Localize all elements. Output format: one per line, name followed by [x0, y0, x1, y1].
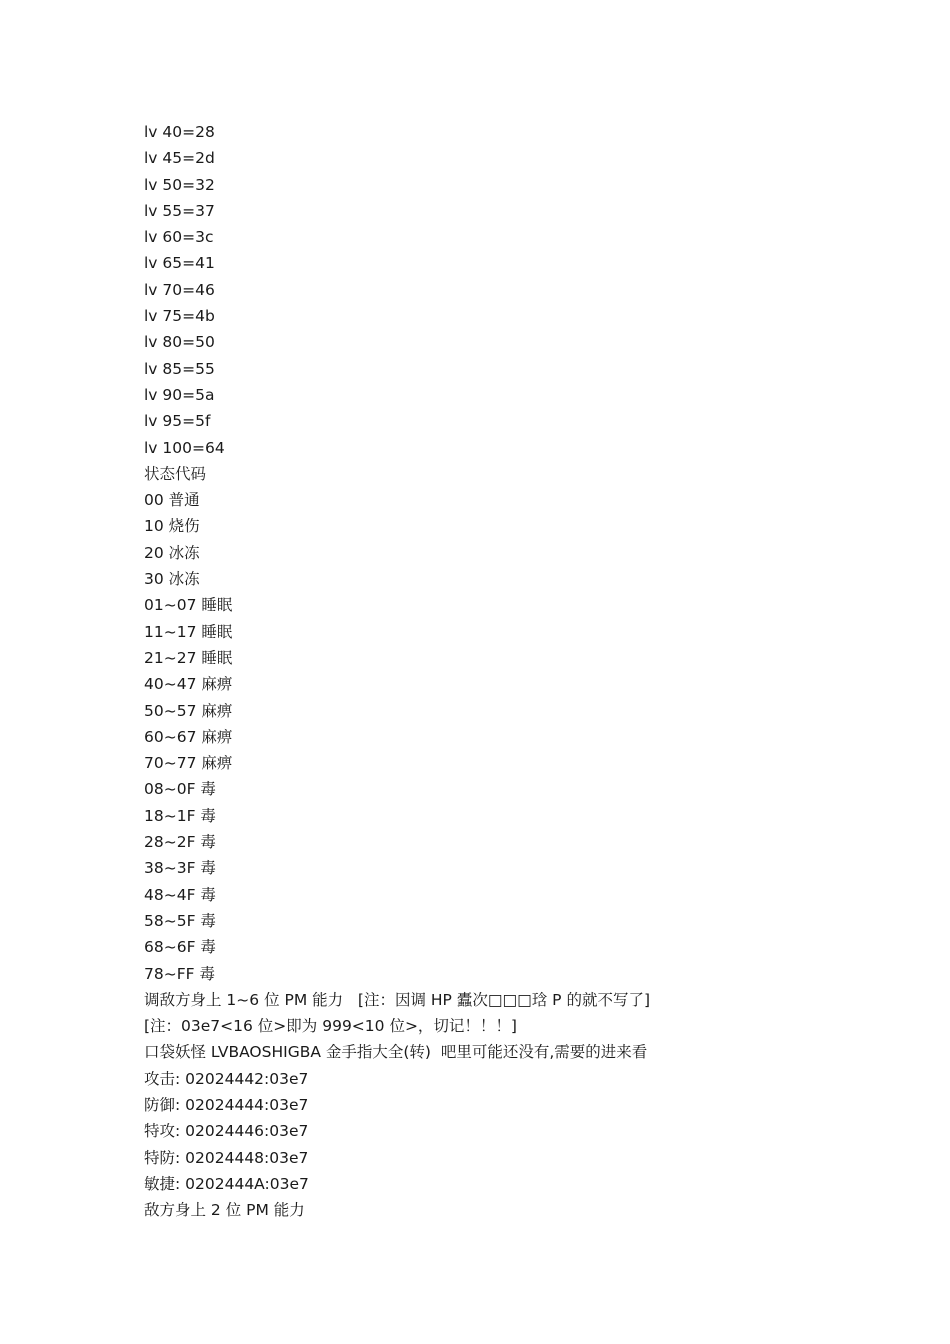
text-line: lv 50=32: [144, 175, 215, 194]
text-line: 70~77 麻痹: [144, 754, 233, 773]
section-heading: 状态代码: [144, 464, 207, 483]
text-line: lv 70=46: [144, 280, 215, 299]
section-heading: 敌方身上 2 位 PM 能力: [144, 1201, 305, 1220]
text-line: lv 100=64: [144, 438, 225, 457]
text-line: 38~3F 毒: [144, 859, 216, 878]
text-line: 78~FF 毒: [144, 964, 215, 983]
code-line: 攻击: 02024442:03e7: [144, 1069, 309, 1088]
code-line: 敏捷: 0202444A:03e7: [144, 1174, 309, 1193]
text-line: 60~67 麻痹: [144, 727, 233, 746]
text-line: 08~0F 毒: [144, 780, 216, 799]
note-line: [注：03e7<16 位>即为 999<10 位>，切记！！！]: [144, 1017, 517, 1036]
text-line: 18~1F 毒: [144, 806, 216, 825]
text-line: 10 烧伤: [144, 517, 200, 536]
text-line: 50~57 麻痹: [144, 701, 233, 720]
text-line: 28~2F 毒: [144, 833, 216, 852]
text-line: 68~6F 毒: [144, 938, 216, 957]
text-line: lv 60=3c: [144, 228, 214, 247]
text-line: lv 95=5f: [144, 412, 211, 431]
section-heading: 调敌方身上 1~6 位 PM 能力 [注：因调 HP 蠹次□□□琀 P 的就不写了]: [144, 990, 651, 1009]
text-line: lv 65=41: [144, 254, 215, 273]
text-line: 01~07 睡眠: [144, 596, 233, 615]
text-line: lv 55=37: [144, 201, 215, 220]
text-line: lv 85=55: [144, 359, 215, 378]
text-line: lv 80=50: [144, 333, 215, 352]
text-line: 48~4F 毒: [144, 885, 216, 904]
code-line: 特攻: 02024446:03e7: [144, 1122, 309, 1141]
section-heading: 口袋妖怪 LVBAOSHIGBA 金手指大全(转) 吧里可能还没有,需要的进来看: [144, 1043, 648, 1062]
text-line: 40~47 麻痹: [144, 675, 233, 694]
text-line: lv 75=4b: [144, 307, 215, 326]
text-line: lv 40=28: [144, 123, 215, 141]
code-line: 防御: 02024444:03e7: [144, 1095, 309, 1114]
text-line: 20 冰冻: [144, 543, 200, 562]
text-line: lv 45=2d: [144, 149, 215, 168]
text-line: 11~17 睡眠: [144, 622, 233, 641]
code-line: 特防: 02024448:03e7: [144, 1148, 309, 1167]
text-line: 58~5F 毒: [144, 911, 216, 930]
text-line: 00 普通: [144, 491, 200, 510]
text-line: 21~27 睡眠: [144, 648, 233, 667]
document-body: [144, 119, 904, 1223]
text-line: lv 90=5a: [144, 385, 215, 404]
text-line: 30 冰冻: [144, 570, 200, 589]
